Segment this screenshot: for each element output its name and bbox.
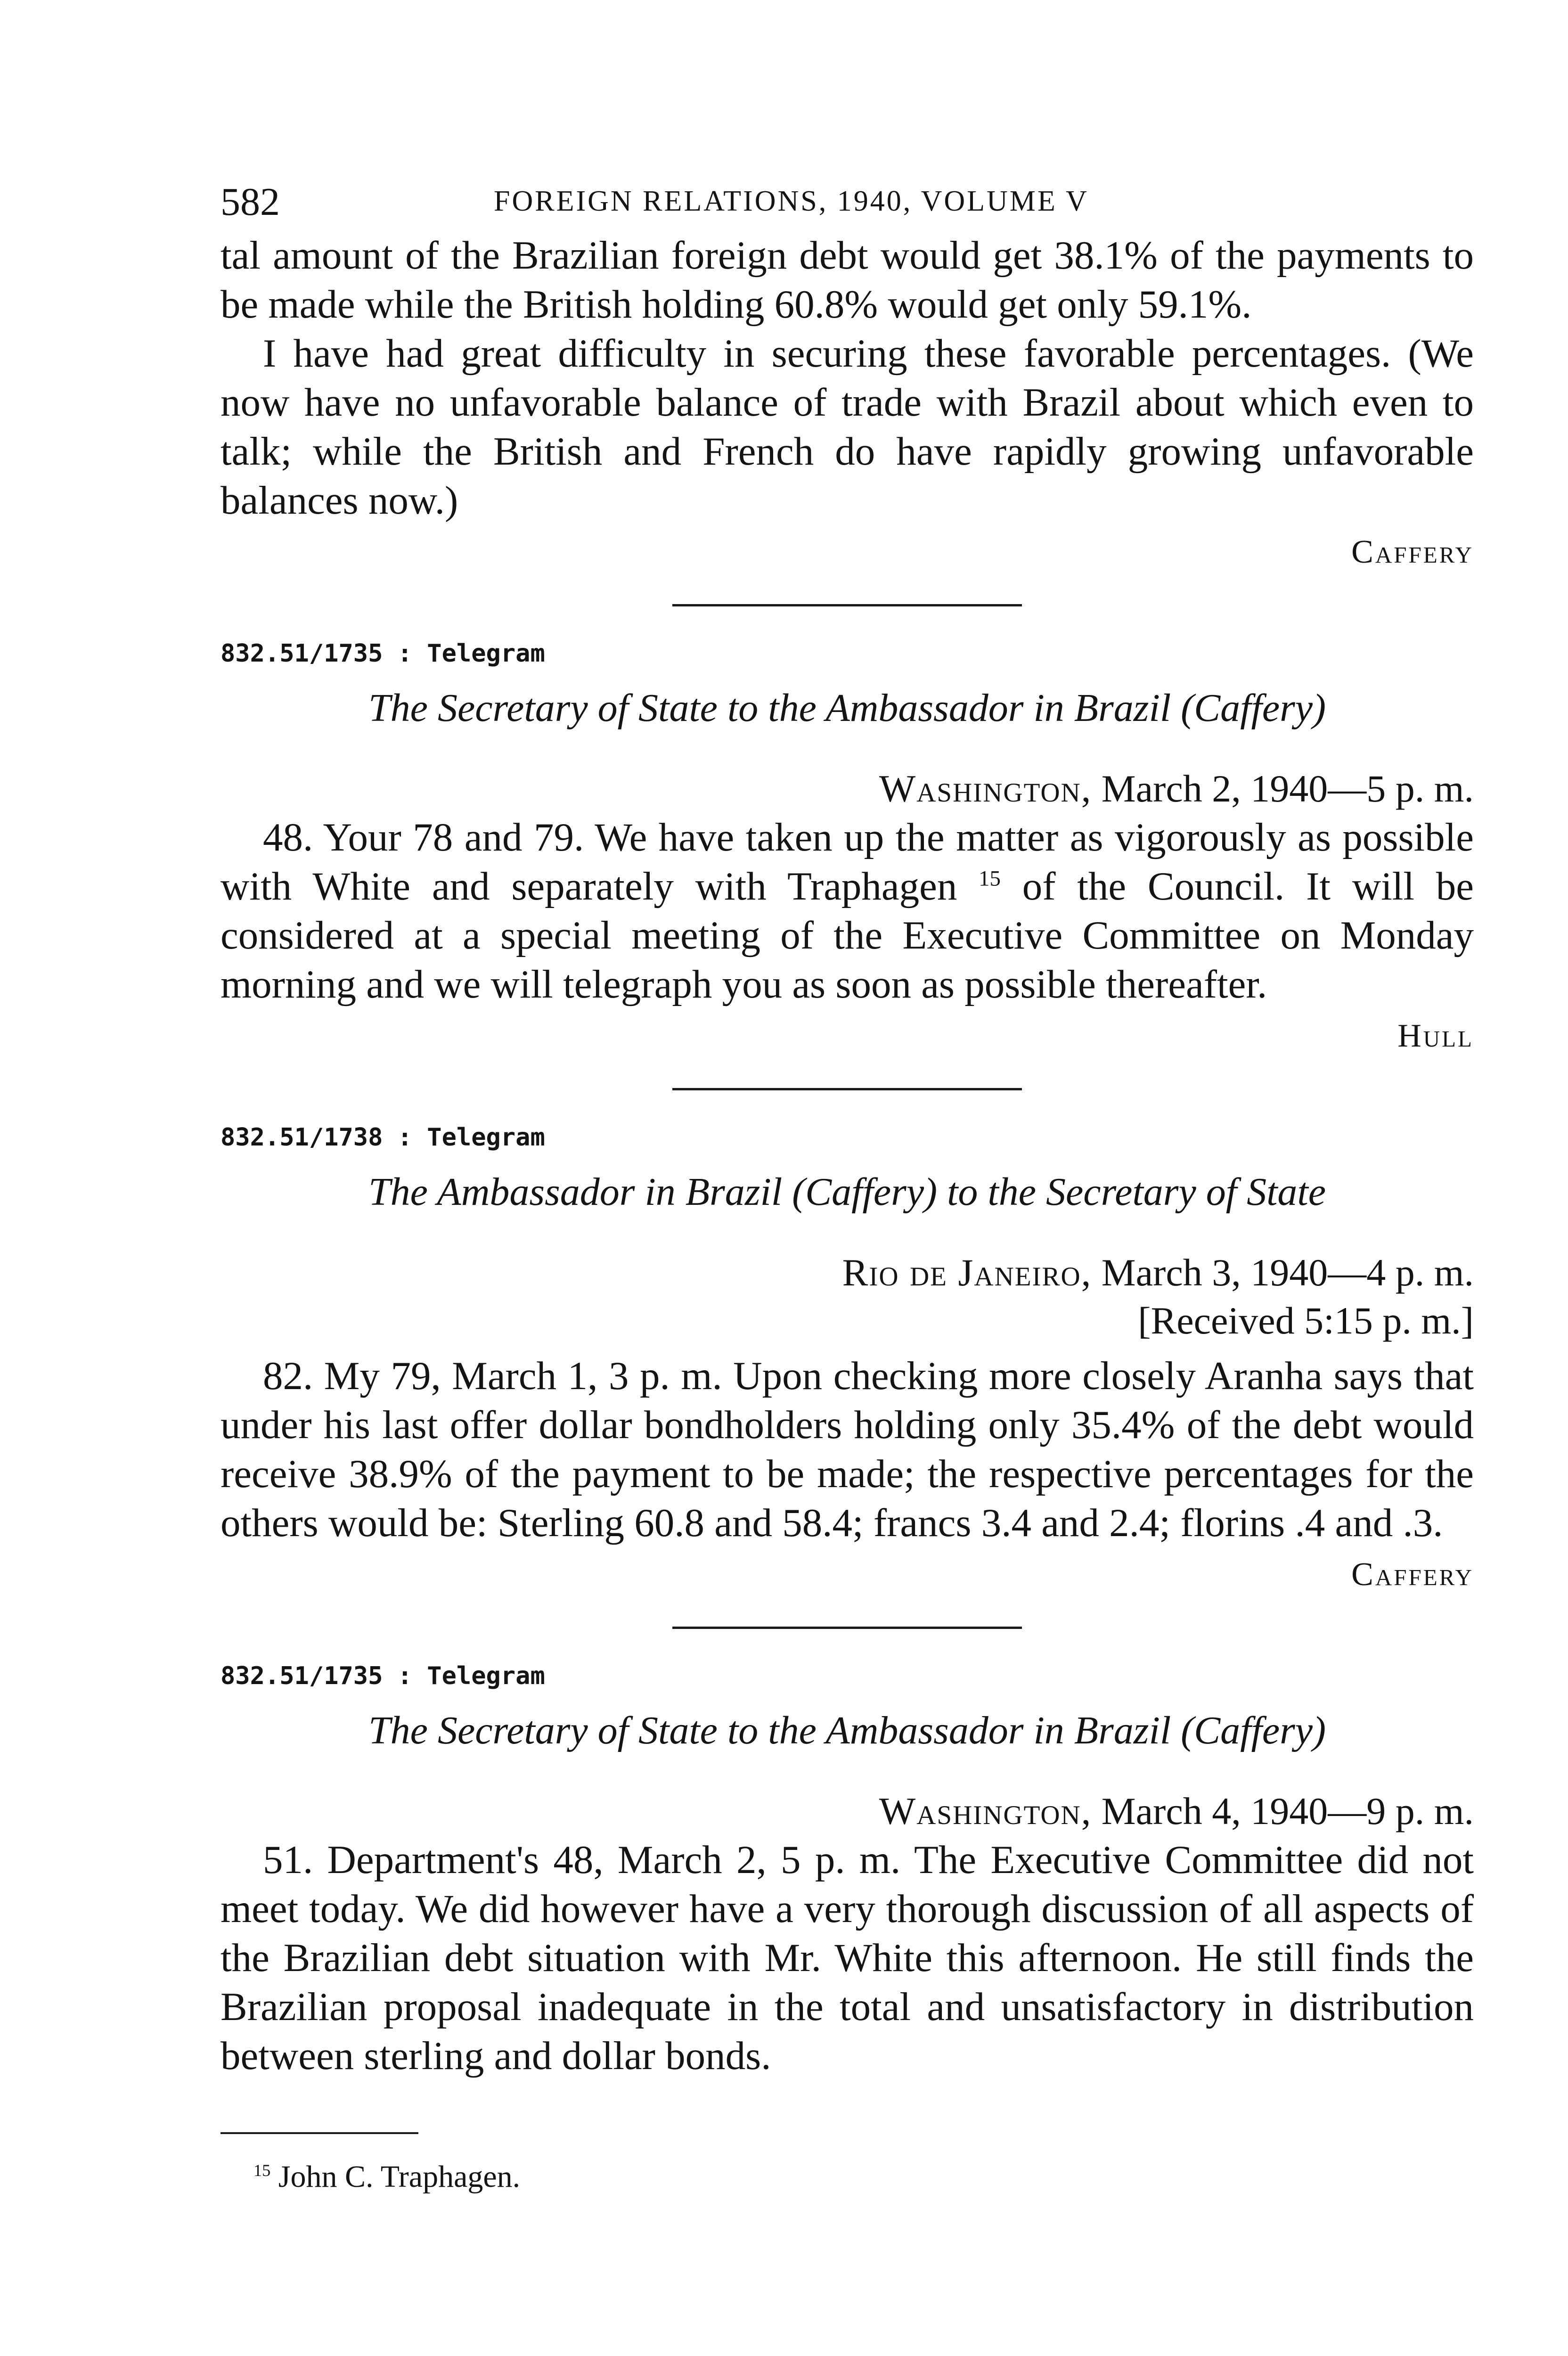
footnote (253, 2156, 1474, 2198)
footnote-reference[interactable]: 15 (979, 866, 1001, 891)
received-note: [Received 5:15 p. m.] (1138, 1299, 1474, 1342)
document-title: The Secretary of State to the Ambassador in Brazil (Caffery) (368, 686, 1326, 730)
dateline (220, 1787, 1474, 1835)
file-reference: 832.51/1735 : Telegram (220, 639, 545, 668)
dateline-place: Washington, (879, 1790, 1092, 1832)
continuation-paragraph: tal amount of the Brazilian foreign debt would get 38.1% of the payments to be made while the British holding 60.8% would get only 59.1%. (220, 233, 1474, 327)
section-divider (672, 1088, 1022, 1090)
dateline-date: March 3, 1940—4 p. m. (1101, 1251, 1474, 1294)
dateline-date: March 4, 1940—9 p. m. (1101, 1790, 1474, 1832)
dateline-date: March 2, 1940—5 p. m. (1101, 767, 1474, 810)
section-divider (672, 604, 1022, 606)
telegram-3 (220, 1657, 1474, 2080)
document-title: The Secretary of State to the Ambassador in Brazil (Caffery) (368, 1709, 1326, 1752)
telegram-2 (220, 1119, 1474, 1598)
file-reference: 832.51/1735 : Telegram (220, 1662, 545, 1690)
page-header (220, 179, 1474, 231)
footnote-divider (220, 2132, 418, 2134)
dateline (220, 765, 1474, 813)
continuation-paragraph-2: I have had great difficulty in securing these favorable percentages. (We now have no unfavorable balance of trade with Brazil about which even to talk; while the British and French do have rapidly growing unfavorable balances now.) (220, 331, 1474, 523)
signature-caffery-1: Caffery (1351, 534, 1474, 570)
section-divider (672, 1627, 1022, 1629)
telegram-body: 51. Department's 48, March 2, 5 p. m. The Executive Committee did not meet today. We did however have a very thorough discussion of all aspects of the Brazilian debt situation with Mr. White this afternoon. He still finds the Brazilian proposal inadequate in the total and unsatisfactory in distribution between sterling and dollar bonds. (220, 1838, 1474, 2078)
dateline-place: Washington, (879, 767, 1092, 810)
dateline (220, 1249, 1474, 1297)
telegram-1 (220, 635, 1474, 1060)
document-title: The Ambassador in Brazil (Caffery) to the Secretary of State (368, 1170, 1326, 1214)
telegram-body (220, 813, 1474, 1009)
footnote-mark: 15 (253, 2161, 271, 2180)
footnote-text: John C. Traphagen. (278, 2160, 521, 2194)
signature-caffery-2: Caffery (1351, 1556, 1474, 1593)
running-title: FOREIGN RELATIONS, 1940, VOLUME V (494, 185, 1089, 217)
page-number: 582 (220, 180, 280, 224)
document-page (220, 179, 1474, 2198)
dateline-place: Rio de Janeiro, (842, 1251, 1092, 1294)
file-reference: 832.51/1738 : Telegram (220, 1123, 545, 1152)
telegram-body: 82. My 79, March 1, 3 p. m. Upon checking more closely Aranha says that under his last offer dollar bondholders holding only 35.4% of the debt would receive 38.9% of the payment to be made; the respective percentages for the others would be: Sterling 60.8 and 58.4; francs 3.4 and 2.4; florins .4 and .3. (220, 1354, 1474, 1545)
telegram-body-start: 48. Your 78 and 79. We have taken up the matter as vigorously as possible with White and separately with Traphagen (220, 815, 1474, 908)
signature-hull: Hull (1397, 1018, 1474, 1054)
telegram-body-end: of the Council. It will be considered at a special meeting of the Executive Committee on Monday morning and we will telegraph you as soon as possible thereafter. (220, 864, 1474, 1006)
